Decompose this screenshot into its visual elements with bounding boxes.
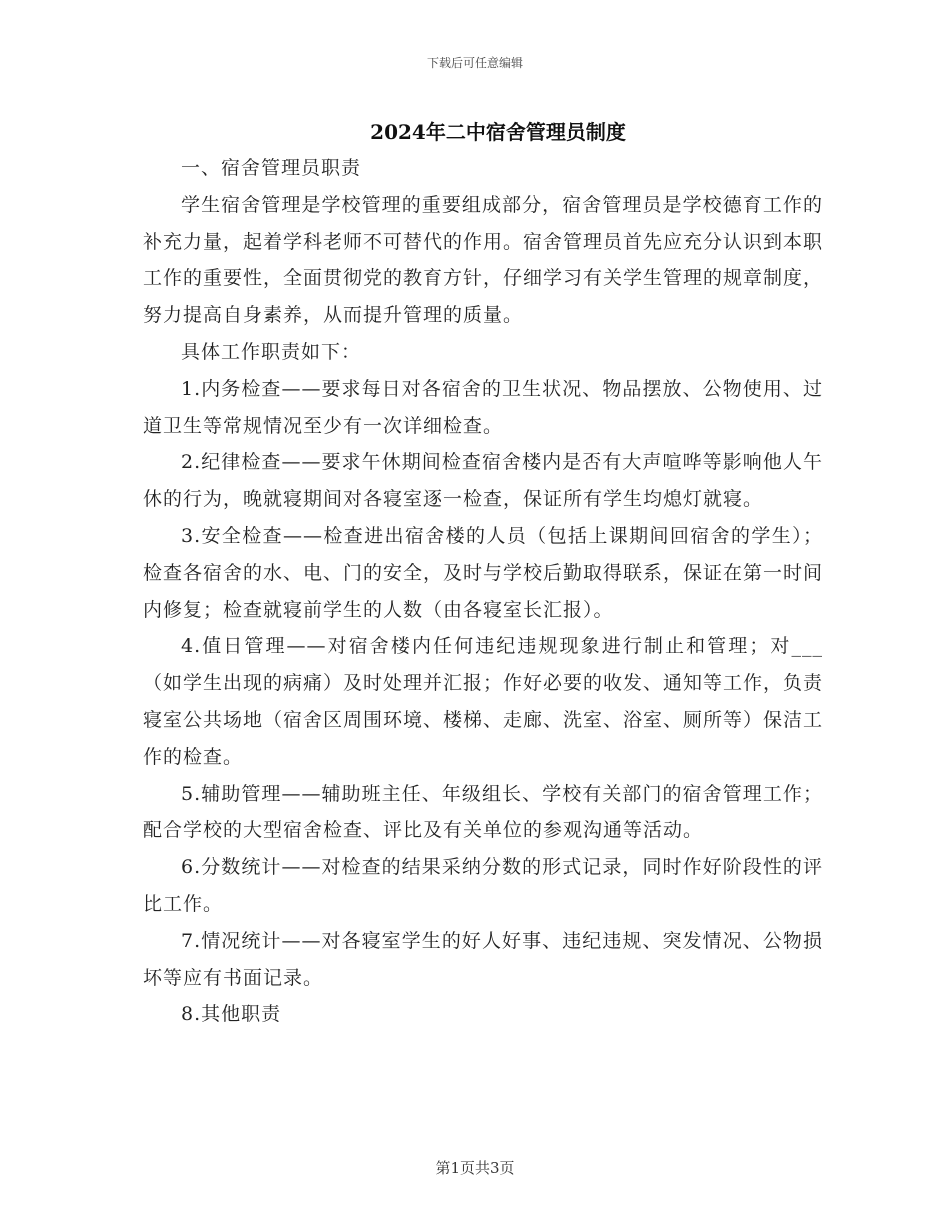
duty-item-7: 7.情况统计——对各寝室学生的好人好事、违纪违规、突发情况、公物损坏等应有书面记录。	[143, 929, 823, 989]
header-note: 下载后可任意编辑	[426, 56, 523, 70]
duty-item-8: 8.其他职责	[181, 1003, 282, 1026]
page-number: 第1页共3页	[435, 1159, 515, 1177]
intro-paragraph: 学生宿舍管理是学校管理的重要组成部分，宿舍管理员是学校德育工作的补充力量，起着学科老师不可替代的作用。宿舍管理员首先应充分认识到本职工作的重要性，全面贯彻党的教育方针，仔细学习有关学生管理的规章制度，努力提高自身素养，从而提升管理的质量。	[143, 193, 824, 327]
document-title: 2024年二中宿舍管理员制度	[370, 120, 626, 144]
duties-intro: 具体工作职责如下：	[181, 340, 362, 363]
document-body	[143, 150, 823, 1033]
duty-item-1: 1.内务检查——要求每日对各宿舍的卫生状况、物品摆放、公物使用、过道卫生等常规情况至少有一次详细检查。	[143, 377, 823, 437]
duty-item-2: 2.纪律检查——要求午休期间检查宿舍楼内是否有大声喧哗等影响他人午休的行为，晚就寝期间对各寝室逐一检查，保证所有学生均熄灯就寝。	[143, 451, 823, 511]
duty-item-6: 6.分数统计——对检查的结果采纳分数的形式记录，同时作好阶段性的评比工作。	[143, 856, 823, 915]
duty-item-3: 3.安全检查——检查进出宿舍楼的人员（包括上课期间回宿舍的学生）；检查各宿舍的水、电、门的安全，及时与学校后勤取得联系，保证在第一时间内修复；检查就寝前学生的人数（由各寝室长汇报）。	[143, 524, 824, 621]
duty-item-5: 5.辅助管理——辅助班主任、年级组长、学校有关部门的宿舍管理工作；配合学校的大型宿舍检查、评比及有关单位的参观沟通等活动。	[143, 782, 823, 842]
section-heading: 一、宿舍管理员职责	[181, 157, 362, 179]
duty-item-4: 4.值日管理——对宿舍楼内任何违纪违规现象进行制止和管理；对___（如学生出现的病痛）及时处理并汇报；作好必要的收发、通知等工作，负责寝室公共场地（宿舍区周围环境、楼梯、走廊、洗室、浴室、厕所等）保洁工作的检查。	[143, 635, 824, 768]
